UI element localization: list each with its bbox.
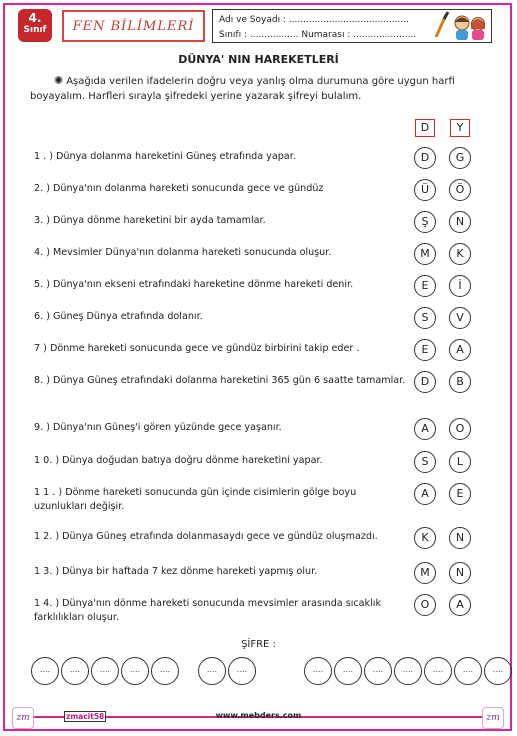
class-number-field[interactable]: Sınıfı : ................. Numarası : ...................... xyxy=(219,30,417,40)
cipher-label: ŞİFRE : xyxy=(241,639,276,650)
false-choice-circle[interactable]: N xyxy=(449,562,471,584)
false-choice-circle[interactable]: N xyxy=(449,211,471,233)
false-choice-circle[interactable]: N xyxy=(449,527,471,549)
cipher-slot[interactable]: .... xyxy=(454,657,482,685)
true-choice-circle[interactable]: Ü xyxy=(414,179,436,201)
statement-item: 8. ) Dünya Güneş etrafındaki dolanma hareketini 365 gün 6 saatte tamamlar. xyxy=(34,375,406,386)
true-choice-circle[interactable]: A xyxy=(414,483,436,505)
cipher-slot[interactable]: .... xyxy=(61,657,89,685)
statement-item: 9. ) Dünya'nın Güneş'i gören yüzünde gece yaşanır. xyxy=(34,422,282,433)
cipher-slot[interactable]: .... xyxy=(151,657,179,685)
true-choice-circle[interactable]: A xyxy=(414,418,436,440)
cipher-slot[interactable]: .... xyxy=(304,657,332,685)
instruction-body: Aşağıda verilen ifadelerin doğru veya yanlış olma durumuna göre uygun harfi boyayalım. Harfleri sırayla şifredeki yerine yazarak şifreyi bulalım. xyxy=(30,76,455,102)
grade-badge xyxy=(18,9,52,42)
subject-title: FEN BİLİMLERİ xyxy=(62,10,205,42)
true-choice-circle[interactable]: K xyxy=(414,527,436,549)
cipher-slot[interactable]: .... xyxy=(31,657,59,685)
false-choice-circle[interactable]: İ xyxy=(449,275,471,297)
grade-number: 4. xyxy=(28,11,42,25)
instruction-text xyxy=(30,73,490,104)
true-column-header: D xyxy=(415,119,435,137)
true-choice-circle[interactable]: E xyxy=(414,275,436,297)
false-choice-circle[interactable]: A xyxy=(449,339,471,361)
right-logo-icon: zm xyxy=(482,707,504,729)
cipher-slot[interactable]: .... xyxy=(228,657,256,685)
true-choice-circle[interactable]: M xyxy=(414,243,436,265)
statement-item: 1 . ) Dünya dolanma hareketini Güneş etrafında yapar. xyxy=(34,151,296,162)
cipher-slot[interactable]: .... xyxy=(424,657,452,685)
grade-label: Sınıf xyxy=(23,25,47,35)
false-choice-circle[interactable]: L xyxy=(449,451,471,473)
true-choice-circle[interactable]: S xyxy=(414,451,436,473)
true-choice-circle[interactable]: D xyxy=(414,371,436,393)
worksheet-title: DÜNYA' NIN HAREKETLERİ xyxy=(178,53,339,66)
false-choice-circle[interactable]: V xyxy=(449,307,471,329)
true-choice-circle[interactable]: D xyxy=(414,147,436,169)
true-choice-circle[interactable]: Ş xyxy=(414,211,436,233)
false-choice-circle[interactable]: K xyxy=(449,243,471,265)
author-tag: zmacit58 xyxy=(66,712,105,721)
statement-item: 4. ) Mevsimler Dünya'nın dolanma hareketi sonucunda oluşur. xyxy=(34,247,332,258)
true-choice-circle[interactable]: S xyxy=(414,307,436,329)
false-choice-circle[interactable]: A xyxy=(449,594,471,616)
statement-item: 6. ) Güneş Dünya etrafında dolanır. xyxy=(34,311,203,322)
statement-item: 3. ) Dünya dönme hareketini bir ayda tamamlar. xyxy=(34,215,266,226)
sun-icon: ✺ xyxy=(54,74,64,87)
cipher-slot[interactable]: .... xyxy=(121,657,149,685)
statement-item: 7 ) Dönme hareketi sonucunda gece ve gündüz birbirini takip eder . xyxy=(34,343,360,354)
cipher-slot[interactable]: .... xyxy=(198,657,226,685)
cipher-slot[interactable]: .... xyxy=(364,657,392,685)
statement-item: 1 3. ) Dünya bir haftada 7 kez dönme hareketi yapmış olur. xyxy=(34,566,318,577)
left-logo-icon: zm xyxy=(12,707,34,729)
statement-item: 1 1 . ) Dönme hareketi sonucunda gün içinde cisimlerin gölge boyu uzunlukları değişir. xyxy=(34,487,357,512)
statement-item: 1 2. ) Dünya Güneş etrafında dolanmasaydı gece ve gündüz oluşmazdı. xyxy=(34,531,378,542)
false-choice-circle[interactable]: B xyxy=(449,371,471,393)
true-choice-circle[interactable]: O xyxy=(414,594,436,616)
false-choice-circle[interactable]: G xyxy=(449,147,471,169)
true-choice-circle[interactable]: E xyxy=(414,339,436,361)
name-field[interactable]: Adı ve Soyadı : .......................................... xyxy=(219,15,409,25)
false-choice-circle[interactable]: E xyxy=(449,483,471,505)
false-choice-circle[interactable]: O xyxy=(449,418,471,440)
false-column-header: Y xyxy=(450,119,470,137)
statement-item: 2. ) Dünya'nın dolanma hareketi sonucunda gece ve gündüz xyxy=(34,183,324,194)
cipher-slot[interactable]: .... xyxy=(91,657,119,685)
cipher-slot[interactable]: .... xyxy=(394,657,422,685)
cipher-slot[interactable]: .... xyxy=(484,657,512,685)
statement-item: 1 0. ) Dünya doğudan batıya doğru dönme hareketini yapar. xyxy=(34,455,323,466)
true-choice-circle[interactable]: M xyxy=(414,562,436,584)
children-illustration-icon xyxy=(430,11,488,41)
cipher-slot[interactable]: .... xyxy=(334,657,362,685)
statement-item: 5. ) Dünya'nın ekseni etrafındaki hareketine dönme hareketi denir. xyxy=(34,279,354,290)
statement-item: 1 4. ) Dünya'nın dönme hareketi sonucunda mevsimler arasında sıcaklık farklılıkları oluşur. xyxy=(34,598,381,623)
website-url[interactable]: www.mebders.com xyxy=(215,711,302,720)
false-choice-circle[interactable]: Ö xyxy=(449,179,471,201)
